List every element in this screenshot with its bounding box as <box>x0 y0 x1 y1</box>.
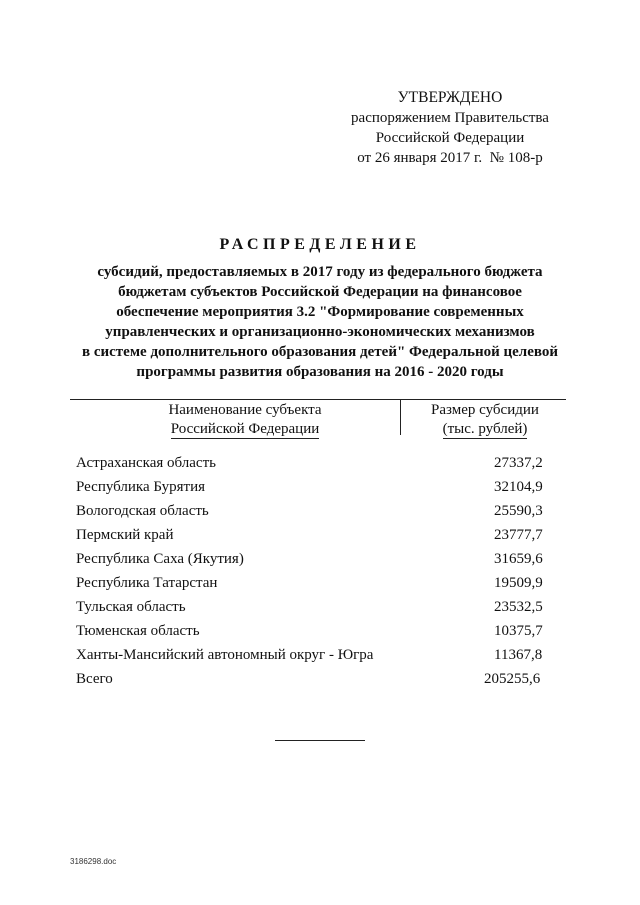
table-row <box>76 619 566 643</box>
column-header-amount-line-2: (тыс. рублей) <box>442 421 528 437</box>
region-name: Республика Татарстан <box>76 575 218 591</box>
table-total-row <box>76 667 566 691</box>
subsidy-amount: 11367,8 <box>494 647 543 663</box>
subtitle-line: программы развития образования на 2016 - 2020 годы <box>136 364 504 380</box>
region-name: Пермский край <box>76 527 174 543</box>
region-name: Астраханская область <box>76 455 216 471</box>
table-body <box>76 451 566 691</box>
subtitle-line: управленческих и организационно-экономических механизмов <box>105 324 535 340</box>
table-row <box>76 523 566 547</box>
subsidy-amount: 25590,3 <box>494 503 543 519</box>
region-name: Республика Саха (Якутия) <box>76 551 244 567</box>
approval-heading: УТВЕРЖДЕНО <box>397 89 503 106</box>
table-row <box>76 595 566 619</box>
column-header-amount <box>410 401 560 439</box>
region-name: Тульская область <box>76 599 186 615</box>
subsidy-amount: 31659,6 <box>494 551 543 567</box>
total-label: Всего <box>76 671 113 687</box>
approval-block <box>320 88 580 168</box>
approval-line-1: распоряжением Правительства <box>351 110 549 126</box>
subsidy-amount: 27337,2 <box>494 455 543 471</box>
subtitle-line: обеспечение мероприятия 3.2 "Формирование современных <box>116 304 524 320</box>
approval-line-2: Российской Федерации <box>375 130 525 146</box>
column-header-name-line-2: Российской Федерации <box>170 421 320 437</box>
column-header-name <box>120 401 370 439</box>
table-header-divider <box>400 399 401 435</box>
table-row <box>76 499 566 523</box>
subsidy-amount: 19509,9 <box>494 575 543 591</box>
table-top-rule <box>70 399 566 400</box>
table-row <box>76 475 566 499</box>
region-name: Тюменская область <box>76 623 200 639</box>
approval-line-3: от 26 января 2017 г. № 108-р <box>357 150 543 166</box>
subsidy-amount: 23532,5 <box>494 599 543 615</box>
subtitle-line: субсидий, предоставляемых в 2017 году из федерального бюджета <box>97 264 543 280</box>
footer-doc-id: 3186298.doc <box>70 857 117 866</box>
table-row <box>76 571 566 595</box>
subsidy-amount: 23777,7 <box>494 527 543 543</box>
region-name: Республика Бурятия <box>76 479 206 495</box>
subsidy-amount: 32104,9 <box>494 479 543 495</box>
document-subtitle <box>60 262 580 382</box>
table-row <box>76 643 566 667</box>
table-row <box>76 547 566 571</box>
subtitle-line: бюджетам субъектов Российской Федерации на финансовое <box>118 284 522 300</box>
subtitle-line: в системе дополнительного образования детей" Федеральной целевой <box>81 344 558 360</box>
column-header-name-line-1: Наименование субъекта <box>168 402 322 418</box>
column-header-amount-line-1: Размер субсидии <box>431 402 539 418</box>
subsidy-amount: 10375,7 <box>494 623 543 639</box>
table-row <box>76 451 566 475</box>
end-of-document-rule <box>275 740 365 741</box>
region-name: Ханты-Мансийский автономный округ - Югра <box>76 647 374 663</box>
document-title: РАСПРЕДЕЛЕНИЕ <box>219 236 421 253</box>
total-amount: 205255,6 <box>484 671 541 687</box>
region-name: Вологодская область <box>76 503 209 519</box>
